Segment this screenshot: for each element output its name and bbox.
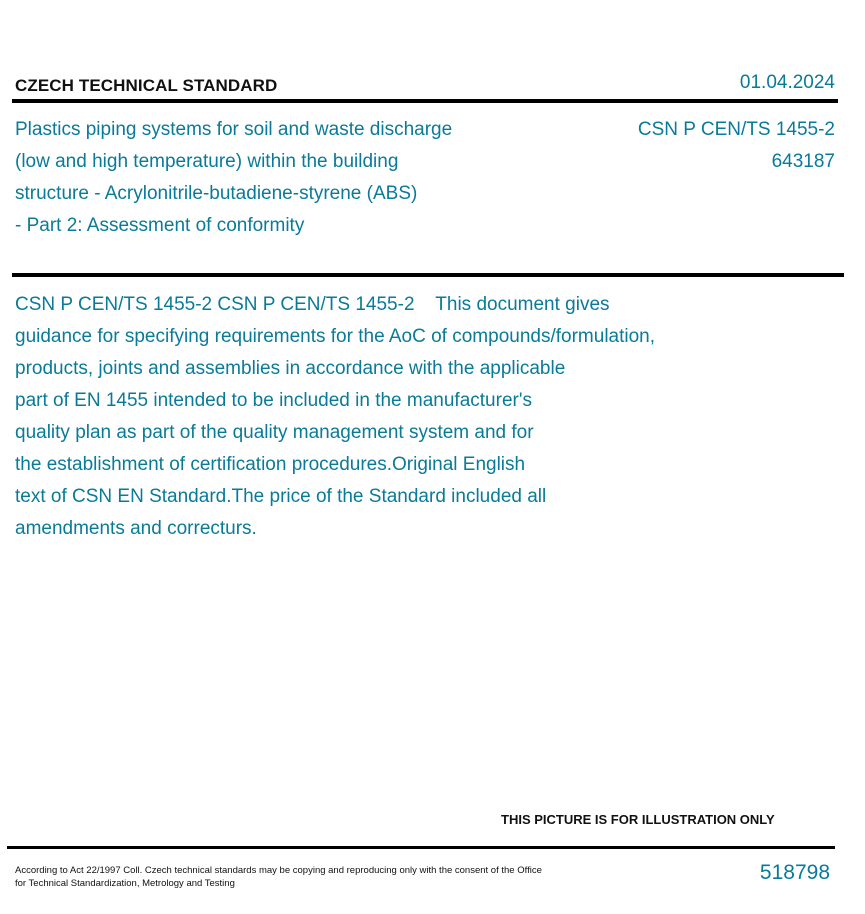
abstract-line: amendments and correcturs. xyxy=(15,518,257,539)
standard-type-label: CZECH TECHNICAL STANDARD xyxy=(15,76,278,95)
catalog-number: 643187 xyxy=(771,151,835,172)
abstract-line: CSN P CEN/TS 1455-2 CSN P CEN/TS 1455-2 This document gives xyxy=(15,294,610,315)
footer-reference-number: 518798 xyxy=(759,861,830,884)
legal-notice xyxy=(15,864,585,890)
title-line: (low and high temperature) within the building xyxy=(15,151,399,172)
document-identifiers xyxy=(638,114,835,178)
document-title xyxy=(15,114,555,242)
abstract-line: guidance for specifying requirements for the AoC of compounds/formulation, xyxy=(15,326,656,347)
abstract-line: products, joints and assemblies in accordance with the applicable xyxy=(15,358,566,379)
legal-line: for Technical Standardization, Metrology and Testing xyxy=(15,878,235,889)
publication-date: 01.04.2024 xyxy=(739,72,835,93)
abstract-line: text of CSN EN Standard.The price of the Standard included all xyxy=(15,486,547,507)
legal-line: According to Act 22/1997 Coll. Czech technical standards may be copying and reproducing only with the consent of the Office xyxy=(15,865,542,876)
abstract xyxy=(15,289,775,545)
footer-divider xyxy=(7,846,835,849)
abstract-line: part of EN 1455 intended to be included in the manufacturer's xyxy=(15,390,532,411)
abstract-line: the establishment of certification procedures.Original English xyxy=(15,454,526,475)
title-divider xyxy=(12,273,844,277)
abstract-line: quality plan as part of the quality management system and for xyxy=(15,422,534,443)
header-divider xyxy=(12,99,838,103)
title-line: - Part 2: Assessment of conformity xyxy=(15,215,305,236)
illustration-notice: THIS PICTURE IS FOR ILLUSTRATION ONLY xyxy=(501,812,775,827)
title-line: Plastics piping systems for soil and waste discharge xyxy=(15,119,453,140)
standard-designation: CSN P CEN/TS 1455-2 xyxy=(637,119,835,140)
title-line: structure - Acrylonitrile-butadiene-styrene (ABS) xyxy=(15,183,418,204)
